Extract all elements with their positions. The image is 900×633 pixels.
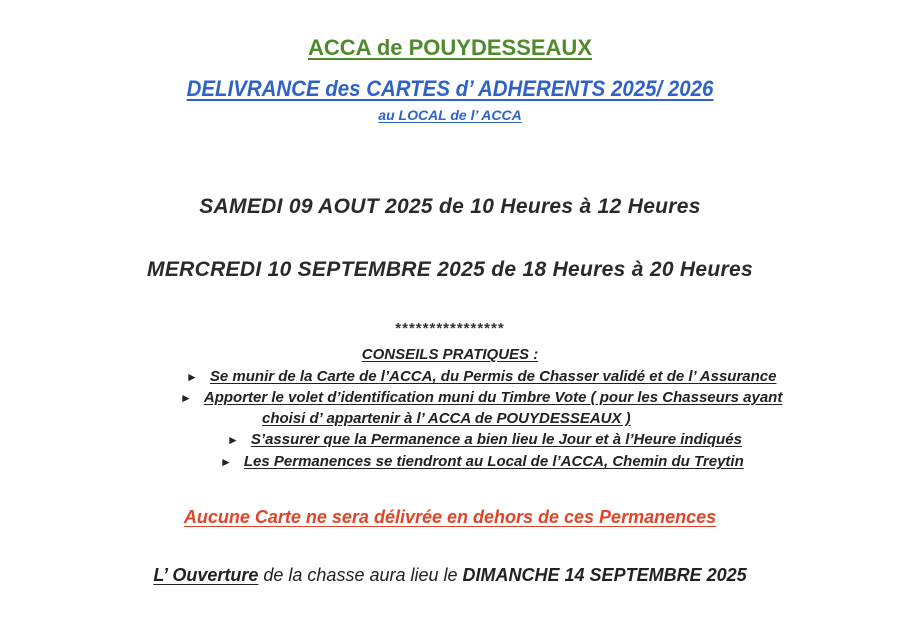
arrow-right-icon: ► bbox=[186, 370, 198, 384]
headline: DELIVRANCE des CARTES d’ ADHERENTS 2025/ 2026 bbox=[186, 76, 714, 101]
venue-subtitle: au LOCAL de l’ ACCA bbox=[378, 107, 522, 123]
arrow-right-icon: ► bbox=[227, 433, 239, 447]
club-name: ACCA de POUYDESSEAUX bbox=[307, 35, 592, 60]
opening-date: DIMANCHE 14 SEPTEMBRE 2025 bbox=[462, 565, 747, 585]
opening-lead: L’ Ouverture bbox=[153, 565, 259, 585]
tip-item bbox=[220, 453, 744, 470]
tip-item bbox=[227, 431, 742, 448]
arrow-right-icon: ► bbox=[220, 455, 232, 469]
tip-text: Se munir de la Carte de l’ACCA, du Permis de Chasser validé et de l’ Assurance bbox=[209, 368, 777, 385]
session-date-2: MERCREDI 10 SEPTEMBRE 2025 de 18 Heures à 20 Heures bbox=[147, 258, 753, 281]
tip-text: choisi d’ appartenir à l’ ACCA de POUYDESSEAUX ) bbox=[262, 410, 631, 427]
opening-notice bbox=[0, 565, 900, 586]
tip-text: S’assurer que la Permanence a bien lieu le Jour et à l’Heure indiqués bbox=[250, 431, 742, 448]
arrow-right-icon: ► bbox=[180, 391, 192, 405]
tip-text: Les Permanences se tiendront au Local de l’ACCA, Chemin du Treytin bbox=[243, 453, 744, 470]
tip-item-continuation bbox=[262, 410, 631, 427]
opening-middle: de la chasse aura lieu le bbox=[258, 565, 463, 585]
tips-title: CONSEILS PRATIQUES : bbox=[361, 346, 539, 363]
tip-item bbox=[180, 389, 782, 406]
tip-text: Apporter le volet d’identification muni du Timbre Vote ( pour les Chasseurs ayant bbox=[203, 389, 783, 406]
tip-item bbox=[186, 368, 776, 385]
warning-notice: Aucune Carte ne sera délivrée en dehors de ces Permanences bbox=[183, 507, 717, 527]
separator-stars: **************** bbox=[395, 320, 505, 337]
session-date-1: SAMEDI 09 AOUT 2025 de 10 Heures à 12 Heures bbox=[199, 195, 701, 218]
